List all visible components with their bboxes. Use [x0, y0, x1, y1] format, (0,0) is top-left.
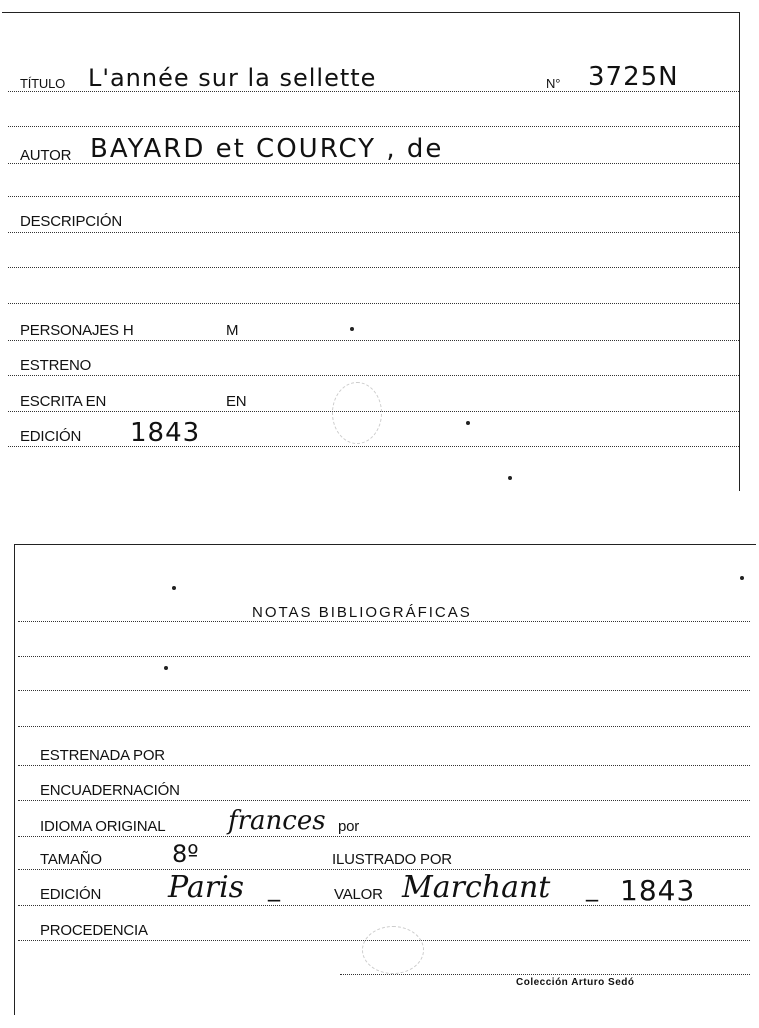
valor-label: VALOR	[334, 886, 383, 903]
rule-line	[340, 974, 750, 975]
edicion-value-bottom: Paris	[168, 870, 245, 905]
ilustrado-label: ILUSTRADO POR	[332, 851, 452, 868]
rule-line	[8, 375, 739, 376]
rule-line	[18, 656, 750, 657]
notas-heading: NOTAS BIBLIOGRÁFICAS	[252, 604, 472, 621]
idioma-por-label: por	[338, 818, 360, 835]
titulo-value: L'année sur la sellette	[88, 64, 377, 92]
valor-year: 1843	[620, 874, 696, 907]
rule-line	[18, 621, 750, 622]
speck	[172, 586, 176, 590]
estreno-label: ESTRENO	[20, 357, 92, 374]
rule-line	[18, 690, 750, 691]
rule-line	[18, 905, 750, 906]
speck	[350, 327, 354, 331]
faded-stamp	[362, 926, 424, 974]
tamano-label: TAMAÑO	[40, 851, 102, 868]
rule-line	[8, 163, 739, 164]
numero-label: N°	[546, 76, 561, 91]
encuadernacion-label: ENCUADERNACIÓN	[40, 782, 180, 799]
rule-line	[8, 126, 739, 127]
speck	[466, 421, 470, 425]
speck	[164, 666, 168, 670]
numero-value: 3725N	[588, 62, 679, 92]
idioma-label: IDIOMA ORIGINAL	[40, 818, 166, 835]
idioma-value: frances	[228, 806, 326, 836]
rule-line	[8, 267, 739, 268]
edicion-label-top: EDICIÓN	[20, 428, 82, 445]
rule-line	[18, 836, 750, 837]
titulo-label: TÍTULO	[20, 76, 66, 91]
autor-value: BAYARD et COURCY , de	[90, 134, 444, 164]
rule-line	[18, 800, 750, 801]
rule-line	[18, 726, 750, 727]
speck	[508, 476, 512, 480]
rule-line	[8, 446, 739, 447]
rule-line	[8, 196, 739, 197]
edicion-label-bottom: EDICIÓN	[40, 886, 102, 903]
rule-line	[18, 869, 750, 870]
descripcion-label: DESCRIPCIÓN	[20, 213, 122, 230]
speck	[740, 576, 744, 580]
faded-stamp	[332, 382, 382, 444]
tamano-value: 8º	[172, 840, 199, 868]
escrita-label: ESCRITA EN	[20, 393, 107, 410]
escrita-en-label: EN	[226, 393, 247, 410]
rule-line	[8, 232, 739, 233]
collection-footer: Colección Arturo Sedó	[516, 977, 635, 988]
estrenada-label: ESTRENADA POR	[40, 747, 165, 764]
rule-line	[18, 765, 750, 766]
valor-dash: _	[586, 874, 598, 902]
edicion-dash: _	[268, 874, 280, 902]
procedencia-label: PROCEDENCIA	[40, 922, 148, 939]
rule-line	[8, 303, 739, 304]
personajes-label: PERSONAJES H	[20, 322, 134, 339]
personajes-m-label: M	[226, 322, 239, 339]
valor-value: Marchant	[402, 870, 551, 905]
rule-line	[8, 91, 739, 92]
rule-line	[8, 340, 739, 341]
edicion-value-top: 1843	[130, 418, 201, 448]
autor-label: AUTOR	[20, 147, 72, 164]
